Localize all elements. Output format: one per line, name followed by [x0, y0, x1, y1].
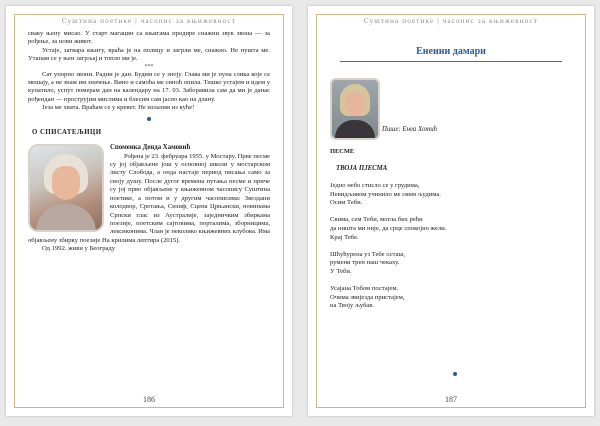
section-label: О СПИСАТЕЉИЦИ: [32, 128, 102, 136]
paragraph: Сат упорно звони. Радни је дан. Будим се у знојy. Глава ми је пуна слика које се мешају, а не знам им значење. Вино и самоћа ме синоћ опила. Тешко устајем и идем у купатило, успут померам дан на календару на 17. 03. Заборавила сам да ми је данас рођендан — прострујим мислима и блеснм сам јасно као на длану.: [28, 70, 270, 103]
poem: [330, 182, 572, 311]
poem-line: Једно небо стисло се у грудима,: [330, 182, 420, 189]
poem-line: румени трен наш чекаху.: [330, 259, 400, 267]
left-page: [6, 6, 292, 416]
author-photo: [28, 144, 104, 232]
poem-line: У Теби.: [330, 267, 352, 275]
paragraph: Устаје, затвара књигу, враћа је на полицу и загрли ме, снажно. Не пушта ме. Утапам се у њен загрљај и топло ми је.: [28, 46, 270, 63]
author-credit: Пише: Енеа Хотић: [382, 126, 438, 133]
right-page: [308, 6, 594, 416]
bullet-separator-icon: [147, 117, 151, 121]
poem-line: да ништа ми није, да срце спокојно жели.: [330, 224, 447, 232]
bio-text: Рођена је 23. фебруара 1955. у Мостару. Прве песме су јој објављене још у основној школи у мостарском листу Слобода, а онда настаје период писања само за своју душу. После дугог времена путања песме и приче су јој прво објављене у књижевном часопису Суштина поетике, а потом и у другим часописима: Звездани колодвор, Сретања, Сизиф, Сцена Црњански, новинама Српски глас из Аустралије, заједничким збиркама поезије, поетским сајтовима, порталима, зборницима, лексиконима. Члан је неколико књижевних клубова. Има објављену збирку поезије На крилима лептира (2015).: [28, 152, 270, 244]
running-header: Суштина поетике | часопис за књижевност: [363, 17, 539, 25]
bullet-separator-icon: [453, 372, 457, 376]
author-block: [330, 78, 572, 140]
poem-line: Осим Теби.: [330, 199, 363, 207]
running-header: Суштина поетике | часопис за књижевност: [61, 17, 237, 25]
bio-last-line: Од 1992. живи у Београду: [42, 245, 116, 253]
author-portrait: [330, 78, 380, 140]
bio-name: Споменка Денда Хамовић: [110, 143, 191, 151]
poems-label: ПЕСМЕ: [330, 148, 355, 155]
poem-title: ТВОЈА ПЈЕСМА: [336, 165, 388, 172]
page-title: Енеини дамари: [340, 46, 562, 62]
poem-line: Шћућурена уз Тебе осташ,: [330, 250, 406, 258]
poem-line: Очима звијезда пристајем,: [330, 293, 405, 301]
paragraph: сваку њену мисао. У старт магацин са књигама продире снажни звук звона — за рођење, за нови живот.: [28, 30, 270, 46]
poem-line: на Твоју љубав.: [330, 302, 374, 310]
poem-line: Невидљивом учинило ме свим људима.: [330, 190, 441, 198]
paragraph: Језа ме хвата. Враћам се у кревет. Не излазим из куће!: [42, 104, 195, 112]
left-content: [28, 30, 270, 254]
page-number: 187: [445, 395, 457, 404]
poem-line: Свима, сем Теби, могла бих рећи: [330, 216, 423, 224]
page-number: 186: [143, 395, 155, 404]
author-bio: [28, 144, 270, 254]
poem-line: Усајана Тобом постајем.: [330, 285, 399, 293]
separator-stars: ***: [144, 63, 154, 70]
right-content: [330, 30, 572, 311]
poem-line: Крај Тебе.: [330, 233, 359, 241]
